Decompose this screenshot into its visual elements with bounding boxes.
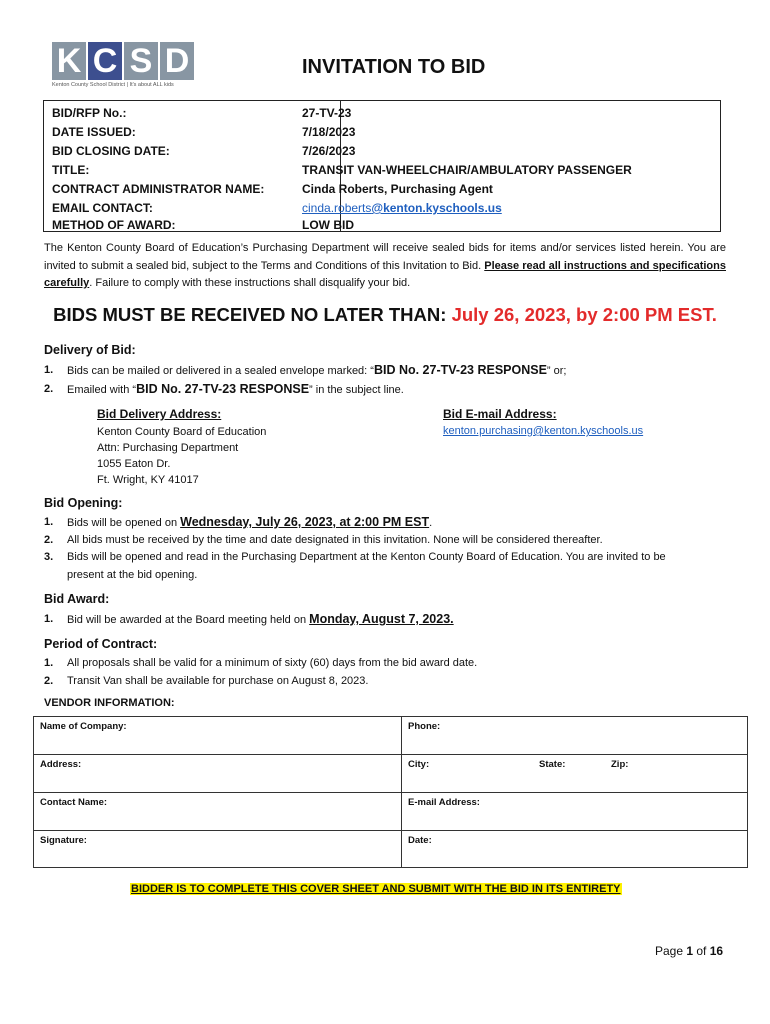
deadline-date: July 26, 2023, by 2:00 PM EST.	[451, 304, 717, 325]
opening-heading: Bid Opening:	[44, 496, 123, 510]
label-bid-no: BID/RFP No.:	[52, 106, 127, 120]
award-item-1	[44, 610, 724, 628]
label-closing-date: BID CLOSING DATE:	[52, 144, 170, 158]
address-line-3: 1055 Eaton Dr.	[97, 458, 171, 470]
highlighted-instruction: BIDDER IS TO COMPLETE THIS COVER SHEET AND SUBMIT WITH THE BID IN ITS ENTIRETY	[131, 883, 621, 895]
deadline-banner	[0, 304, 770, 326]
logo-letter-d: D	[160, 42, 194, 80]
list-number: 3.	[44, 551, 54, 563]
email-domain: @kenton.kyschools.us	[371, 201, 502, 215]
value-award-method: LOW BID	[302, 218, 354, 232]
delivery-heading: Delivery of Bid:	[44, 343, 136, 357]
signature-field[interactable]: Signature:	[40, 835, 87, 846]
list-number: 2.	[44, 675, 54, 687]
bid-info-table	[43, 100, 721, 232]
kcsd-logo	[52, 42, 196, 92]
list-text: Emailed with “BID No. 27-TV-23 RESPONSE” in the subject line.	[67, 382, 404, 396]
opening-item-2	[44, 531, 724, 549]
intro-paragraph	[44, 240, 726, 293]
label-title: TITLE:	[52, 163, 90, 177]
company-name-field[interactable]: Name of Company:	[40, 721, 127, 732]
value-title: TRANSIT VAN-WHEELCHAIR/AMBULATORY PASSENGER	[302, 163, 632, 177]
contact-name-field[interactable]: Contact Name:	[40, 797, 108, 808]
delivery-item-1	[44, 361, 724, 379]
list-text: Bids will be opened and read in the Purchasing Department at the Kenton County Board of Education. You are invited to be	[67, 551, 666, 563]
address-line-1: Kenton County Board of Education	[97, 426, 267, 438]
table-divider	[34, 792, 747, 793]
label-date-issued: DATE ISSUED:	[52, 125, 136, 139]
value-bid-no: 27-TV-23	[302, 106, 352, 120]
value-admin-name: Cinda Roberts, Purchasing Agent	[302, 182, 493, 196]
address-heading: Bid Delivery Address:	[97, 407, 222, 421]
list-text: All proposals shall be valid for a minimum of sixty (60) days from the bid award date.	[67, 657, 478, 669]
page-number: Page 1 of 16	[655, 944, 724, 958]
list-text: Bids can be mailed or delivered in a sealed envelope marked: “BID No. 27-TV-23 RESPONSE” or;	[67, 363, 567, 377]
contract-heading: Period of Contract:	[44, 637, 158, 651]
address-line-4: Ft. Wright, KY 41017	[97, 474, 199, 486]
list-text: All bids must be received by the time and date designated in this invitation. None will be considered thereafter.	[67, 534, 603, 546]
logo-letter-k: K	[52, 42, 86, 80]
table-divider	[34, 754, 747, 755]
table-divider	[34, 830, 747, 831]
state-field[interactable]: State:	[539, 759, 566, 770]
logo-letter-c: C	[88, 42, 122, 80]
phone-field[interactable]: Phone:	[408, 721, 441, 732]
email-heading: Bid E-mail Address:	[443, 407, 557, 421]
zip-field[interactable]: Zip:	[611, 759, 629, 770]
date-field[interactable]: Date:	[408, 835, 432, 846]
list-number: 1.	[44, 657, 54, 669]
list-number: 1.	[44, 613, 54, 625]
label-award-method: METHOD OF AWARD:	[52, 218, 176, 232]
address-field[interactable]: Address:	[40, 759, 82, 770]
list-number: 1.	[44, 516, 54, 528]
address-line-2: Attn: Purchasing Department	[97, 442, 239, 454]
list-number: 2.	[44, 534, 54, 546]
value-date-issued: 7/18/2023	[302, 125, 356, 139]
deadline-prefix: BIDS MUST BE RECEIVED NO LATER THAN:	[53, 304, 452, 325]
value-closing-date: 7/26/2023	[302, 144, 356, 158]
contract-item-1	[44, 654, 724, 672]
list-text: Bids will be opened on Wednesday, July 26, 2023, at 2:00 PM EST.	[67, 515, 433, 529]
logo-letter-s: S	[124, 42, 158, 80]
vendor-info-table	[33, 716, 748, 868]
contract-item-2	[44, 672, 724, 690]
vendor-heading: VENDOR INFORMATION:	[44, 697, 175, 709]
intro-text-2: . Failure to comply with these instructions shall disqualify your bid.	[89, 277, 411, 289]
list-number: 2.	[44, 383, 54, 395]
email-user: cinda.roberts	[302, 201, 372, 215]
email-address-field[interactable]: E-mail Address:	[408, 797, 480, 808]
list-text-continued: present at the bid opening.	[67, 569, 198, 581]
city-field[interactable]: City:	[408, 759, 430, 770]
document-title: INVITATION TO BID	[302, 56, 486, 78]
intro-text-1: The Kenton County Board of Education’s Purchasing Department will receive sealed bids for items and/or services listed herein. You are invited to submit a sealed bid, subject to the Terms and Conditions of this Invitation to Bid.	[44, 242, 726, 272]
list-text: Bid will be awarded at the Board meeting held on Monday, August 7, 2023.	[67, 612, 454, 626]
delivery-item-2	[44, 380, 724, 398]
intro-emphasis: Please read all instructions and specifications carefully	[44, 259, 726, 289]
opening-item-1	[44, 513, 724, 531]
bid-email-link[interactable]: kenton.purchasing@kenton.kyschools.us	[443, 425, 644, 437]
opening-item-3	[44, 548, 724, 584]
list-text: Transit Van shall be available for purchase on August 8, 2023.	[67, 675, 369, 687]
award-heading: Bid Award:	[44, 592, 110, 606]
logo-tagline: Kenton County School District | It's about ALL kids	[52, 82, 174, 88]
label-admin-name: CONTRACT ADMINISTRATOR NAME:	[52, 182, 265, 196]
label-email-contact: EMAIL CONTACT:	[52, 201, 153, 215]
list-number: 1.	[44, 364, 54, 376]
